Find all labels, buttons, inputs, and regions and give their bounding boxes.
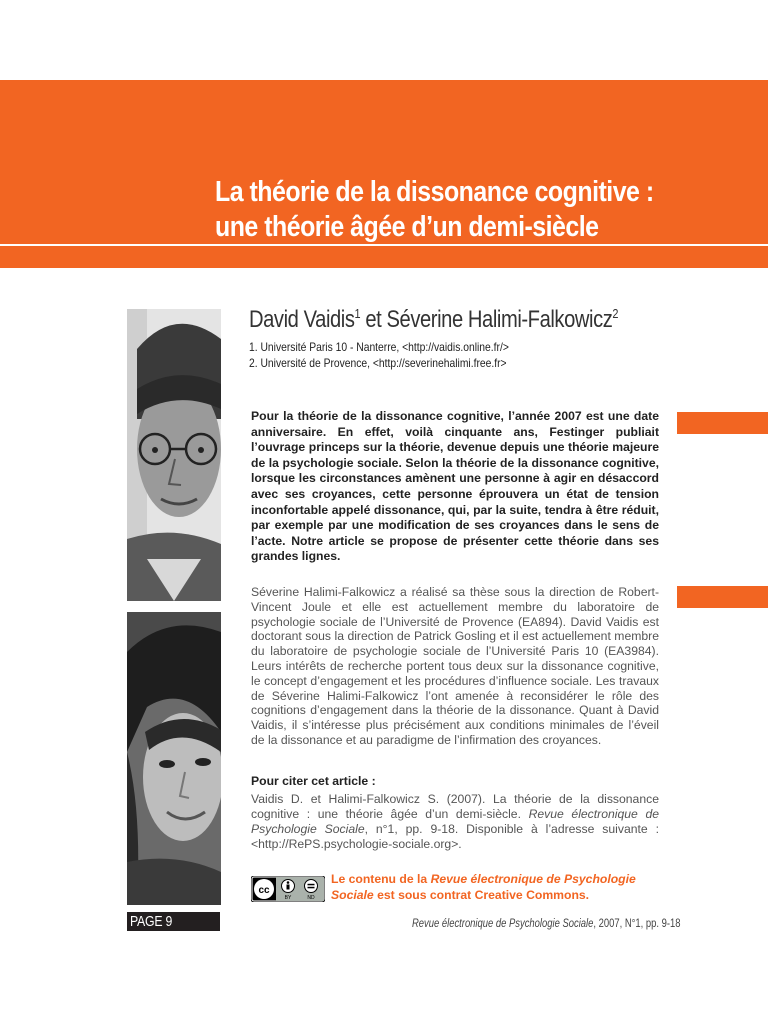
author-2-name: Séverine Halimi-Falkowicz [386, 306, 613, 333]
cc-by-label: BY [284, 895, 292, 901]
citation-heading: Pour citer cet article : [251, 774, 376, 788]
author-names [249, 306, 618, 334]
license-text-start: Le contenu de la [331, 872, 431, 886]
author-bio-paragraph: Séverine Halimi-Falkowicz a réalisé sa thèse sous la direction de Robert-Vincent Joule et elle est actuellement membre du laboratoire de psychologie sociale de l’Université de Provence (EA894). David Vaidis est doctorant sous la direction de Patrick Gosling et il est actuellement membre du laboratoire de psychologie sociale de l’Université Paris 10 (EA3984). Leurs intérêts de recherche portent tous deux sur la dissonance cognitive, le concept d’engagement et les procédures d’influence sociale. Les travaux de Séverine Halimi-Falkowicz l’ont amenée à reconsidérer le rôle des cognitions d’engagement dans la théorie de la dissonance. Quant à David Vaidis, il s’intéresse plus précisément aux conditions minimales de l’éveil de la dissonance et au paradigme de l’infirmation des croyances. [251, 585, 659, 747]
affiliation-1: 1. Université Paris 10 - Nanterre, <http://vaidis.online.fr/> [249, 340, 509, 354]
citation-text-start: Vaidis D. et Halimi-Falkowicz S. (2007). La théorie de la dissonance cognitive : une théorie âgée d’un demi-siècle. [251, 792, 659, 821]
author-1-name: David Vaidis [249, 306, 355, 333]
margin-accent-tab [677, 586, 768, 608]
citation-text-end: , n°1, pp. 9-18. Disponible à l’adresse suivante : <http://RePS.psychologie-sociale.org>. [251, 822, 659, 851]
journal-footer [412, 918, 681, 930]
license-notice [331, 872, 661, 903]
citation-journal: Revue électronique de Psychologie Sociale [251, 807, 659, 836]
margin-accent-tab [677, 412, 768, 434]
author-connector: et [360, 306, 387, 333]
article-title [215, 175, 684, 245]
creative-commons-icon[interactable] [251, 876, 325, 902]
title-underline [0, 244, 768, 246]
license-text-end: est sous contrat Creative Commons. [373, 887, 590, 902]
affiliation-2: 2. Université de Provence, <http://severinehalimi.free.fr> [249, 356, 507, 370]
author-2-affil-marker: 2 [612, 306, 619, 321]
footer-issue: , 2007, N°1, pp. 9-18 [593, 918, 681, 930]
citation-text [251, 792, 659, 852]
author-photo-david-vaidis [127, 309, 221, 601]
abstract-paragraph: Pour la théorie de la dissonance cognitive, l’année 2007 est une date anniversaire. En effet, voilà cinquante ans, Festinger publiait l’ouvrage princeps sur la théorie, devenue depuis une théorie majeure de la psychologie sociale. Selon la théorie de la dissonance cognitive, lorsque les circonstances amènent une personne à agir en désaccord avec ses croyances, cette personne éprouvera un état de tension inconfortable appelé dissonance, qui, par la suite, tendra à être réduit, par exemple par une modification de ses croyances dans le sens de l’acte. Notre article se propose de présenter cette théorie dans ses grandes lignes. [251, 409, 659, 564]
title-line-2: une théorie âgée d’un demi-siècle [215, 211, 599, 243]
footer-journal: Revue électronique de Psychologie Sociale [412, 918, 594, 930]
author-photo-severine-halimi-falkowicz [127, 612, 221, 905]
title-line-1: La théorie de la dissonance cognitive : [215, 176, 654, 208]
author-1-affil-marker: 1 [354, 306, 361, 321]
page-number: PAGE 9 [130, 913, 173, 930]
license-journal-link[interactable]: Revue électronique de Psychologie Sociale [331, 872, 636, 902]
svg-text:cc: cc [258, 885, 270, 896]
cc-nd-label: ND [307, 895, 315, 901]
